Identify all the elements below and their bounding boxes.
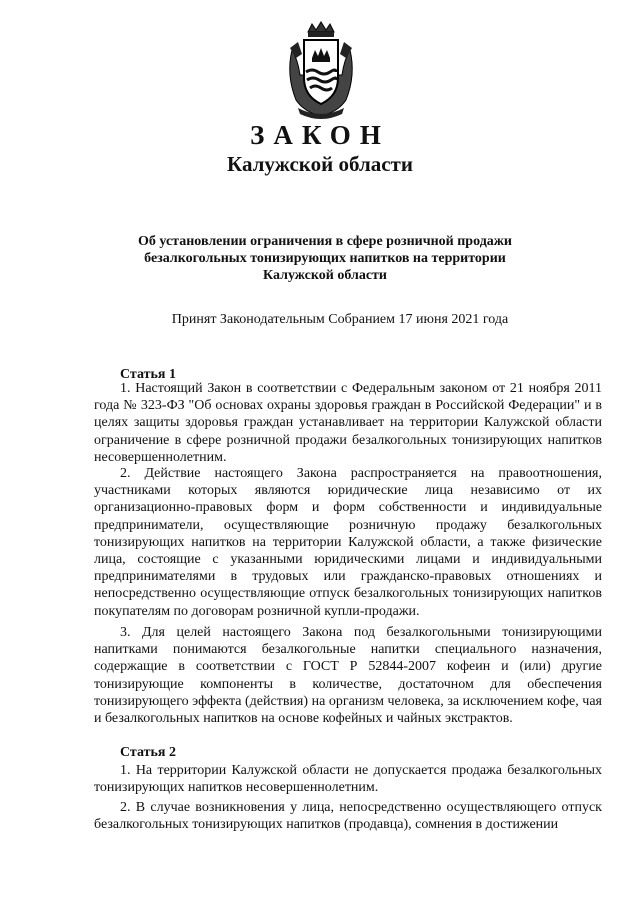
article-1-heading: Статья 1: [120, 367, 176, 382]
article-2-paragraph-1: 1. На территории Калужской области не допускается продажа безалкогольных тонизирующих напитков несовершеннолетним.: [94, 763, 602, 796]
region-heading: Калужской области: [227, 152, 413, 176]
adoption-note: Принят Законодательным Собранием 17 июня 2021 года: [171, 312, 509, 327]
article-1-paragraph-1: 1. Настоящий Закон в соответствии с Федеральным законом от 21 ноября 2011 года № 323-ФЗ "Об основах охраны здоровья граждан в Российской Федерации" и в целях защиты здоровья граждан устанавливает на территории Калужской области ограничение в сфере розничной продажи безалкогольных тонизирующих напитков несовершеннолетним.: [94, 381, 602, 465]
article-2-heading: Статья 2: [120, 745, 176, 760]
article-1-paragraph-3: 3. Для целей настоящего Закона под безалкогольными тонизирующими напитками понимаются безалкогольные напитки специального назначения, содержащие в соответствии с ГОСТ Р 52844-2007 кофеин и (или) другие тонизирующие компоненты в количестве, достаточном для обеспечения тонизирующего эффекта (действия) на организм человека, за исключением кофе, чая и безалкогольных напитков на основе кофейных и чайных экстрактов.: [94, 625, 602, 727]
article-2-paragraph-2: 2. В случае возникновения у лица, непосредственно осуществляющего отпуск безалкогольных тонизирующих напитков (продавца), сомнения в достижении: [94, 800, 602, 833]
document-type-heading: ЗАКОН: [250, 120, 390, 150]
coat-of-arms-emblem: [282, 20, 360, 120]
article-1-paragraph-2: 2. Действие настоящего Закона распространяется на правоотношения, участниками которых являются юридические лица независимо от их организационно-правовых форм и форм собственности и индивидуальные предприниматели, осуществляющие розничную продажу безалкогольных тонизирующих напитков на территории Калужской области, а также физические лица, состоящие с указанными юридическими лицами и индивидуальными предпринимателями в трудовых или гражданско-правовых отношениях и непосредственно осуществляющие отпуск безалкогольных тонизирующих напитков покупателям по договорам розничной купли-продажи.: [94, 466, 602, 619]
law-title: Об установлении ограничения в сфере розничной продажи безалкогольных тонизирующих напитков на территории Калужской области: [138, 234, 512, 283]
